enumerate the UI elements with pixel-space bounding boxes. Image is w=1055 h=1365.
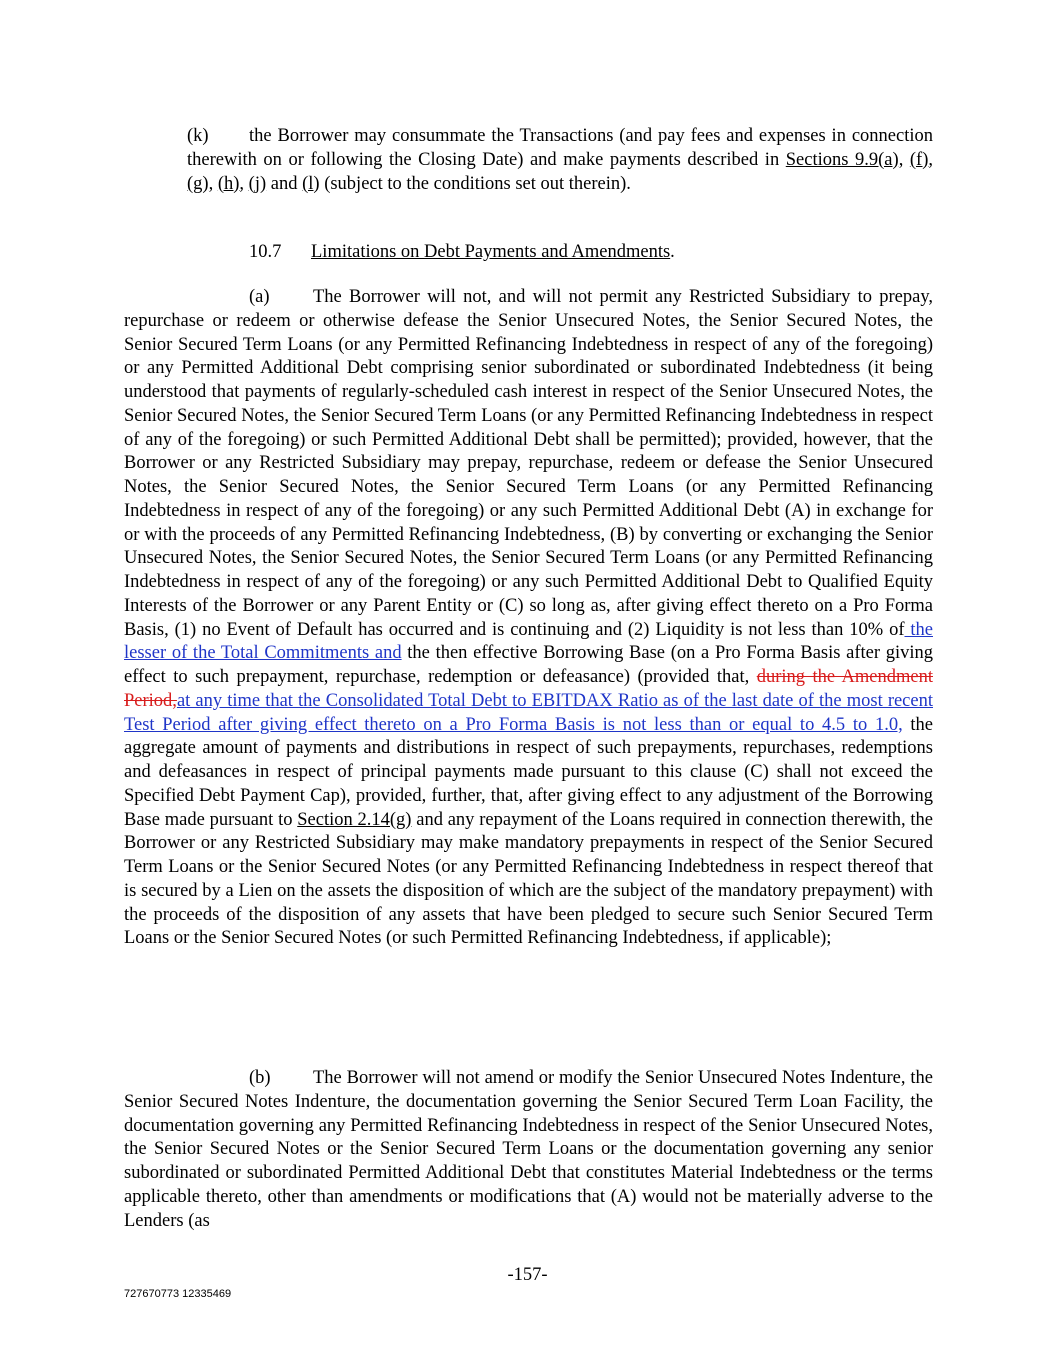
section-title: Limitations on Debt Payments and Amendments xyxy=(311,242,671,262)
paragraph-b xyxy=(124,1067,933,1233)
cross-reference-link[interactable]: (j) xyxy=(248,173,267,194)
paragraph-label: (a) xyxy=(249,287,270,307)
inserted-text: the lesser of the Total Commitments and xyxy=(124,619,933,664)
paragraph-text: the Borrower may consummate the Transactions (and pay fees and expenses in connection therewith on or following the Closing Date) and make payments described in xyxy=(187,126,933,170)
paragraph-label: (b) xyxy=(249,1068,271,1088)
cross-reference-link[interactable]: (f) xyxy=(909,149,929,170)
cross-reference-link[interactable]: Sections 9.9(a) xyxy=(785,149,899,170)
paragraph-text: the aggregate amount of payments and distributions in respect of such prepayments, repurchases, redemptions and defeasances in respect of principal payments made pursuant to this clause (C) shall not exceed the Specified Debt Payment Cap), provided, further, that, after giving effect to any adjustment of the Borrowing Base made pursuant to xyxy=(124,714,934,830)
paragraph-text: The Borrower will not amend or modify the Senior Unsecured Notes Indenture, the Senior Secured Notes Indenture, the documentation governing the Senior Secured Term Loan Facility, the documentation governing any Permitted Refinancing Indebtedness in respect of the Senior Unsecured Notes, the Senior Secured Notes or the Senior Secured Term Loans or the documentation governing any senior subordinated or subordinated Permitted Additional Debt that constitutes Material Indebtedness or the terms applicable thereto, other than amendments or modifications that (A) would not be materially adverse to the Lenders (as xyxy=(124,1068,933,1231)
document-id: 727670773 12335469 xyxy=(124,1288,232,1300)
cross-reference-link[interactable]: (h) xyxy=(217,173,240,194)
section-heading: 10.7 Limitations on Debt Payments and Amendments. xyxy=(249,242,675,262)
paragraph-k: (k) the Borrower may consummate the Transactions (and pay fees and expenses in connection therewith on or following the Closing Date) and make payments described in Sections 9.9(a), (f), (g), (h), (j) and (l) (subject to the conditions set out therein). xyxy=(187,126,933,194)
paragraph-a xyxy=(124,286,933,951)
page-number: -157- xyxy=(507,1265,548,1285)
deleted-text: during the Amendment Period, xyxy=(124,667,933,711)
cross-reference-link[interactable]: (g) xyxy=(187,173,209,194)
section-number: 10.7 xyxy=(249,242,282,262)
cross-reference-link[interactable]: Section 2.14(g) xyxy=(297,809,412,830)
paragraph-text: (subject to the conditions set out therein). xyxy=(319,173,631,194)
cross-reference-link[interactable]: (l) xyxy=(302,173,320,194)
paragraph-text: and any repayment of the Loans required in connection therewith, the Borrower or any Restricted Subsidiary may make mandatory prepayments in respect of the Senior Secured Term Loans or the Senior Secured Notes (or any Permitted Refinancing Indebtedness in respect thereof that is secured by a Lien on the assets the disposition of which are the subject of the mandatory prepayment) with the proceeds of the disposition of any assets that have been pledged to secure such Senior Secured Term Loans or the Senior Secured Notes (or such Permitted Refinancing Indebtedness, if applicable); xyxy=(124,809,933,949)
paragraph-text: The Borrower will not, and will not permit any Restricted Subsidiary to prepay, repurchase or redeem or otherwise defease the Senior Unsecured Notes, the Senior Secured Notes, the Senior Secured Term Loans (or any Permitted Refinancing Indebtedness in respect of any of the foregoing) or any Permitted Additional Debt comprising senior subordinated or subordinated Indebtedness (it being understood that payments of regularly-scheduled cash interest in respect of the Senior Unsecured Notes, the Senior Secured Notes, the Senior Secured Term Loans (or any Permitted Refinancing Indebtedness in respect of any of the foregoing) or such Permitted Additional Debt shall be permitted); provided, however, that the Borrower or any Restricted Subsidiary may prepay, repurchase, redeem or defease the Senior Unsecured Notes, the Senior Secured Notes, the Senior Secured Term Loans (or any Permitted Refinancing Indebtedness in respect of any of the foregoing) or any such Permitted Additional Debt (A) in exchange for or with the proceeds of any Permitted Refinancing Indebtedness, (B) by converting or exchanging the Senior Unsecured Notes, the Senior Secured Notes, the Senior Secured Term Loans (or any Permitted Refinancing Indebtedness in respect of any of the foregoing) or any such Permitted Additional Debt to Qualified Equity Interests of the Borrower or any Parent Entity or (C) so long as, after giving effect thereto on a Pro Forma Basis, (1) no Event of Default has occurred and is continuing and (2) Liquidity is not less than 10% of xyxy=(124,287,933,640)
inserted-text: at any time that the Consolidated Total Debt to EBITDAX Ratio as of the last date of the most recent Test Period after giving effect thereto on a Pro Forma Basis is not less than or equal to 4.5 to 1.0, xyxy=(124,690,933,735)
paragraph-text: the then effective Borrowing Base (on a Pro Forma Basis after giving effect to such prepayment, repurchase, redemption or defeasance) (provided that, xyxy=(124,643,934,687)
paragraph-label: (k) xyxy=(187,126,209,146)
